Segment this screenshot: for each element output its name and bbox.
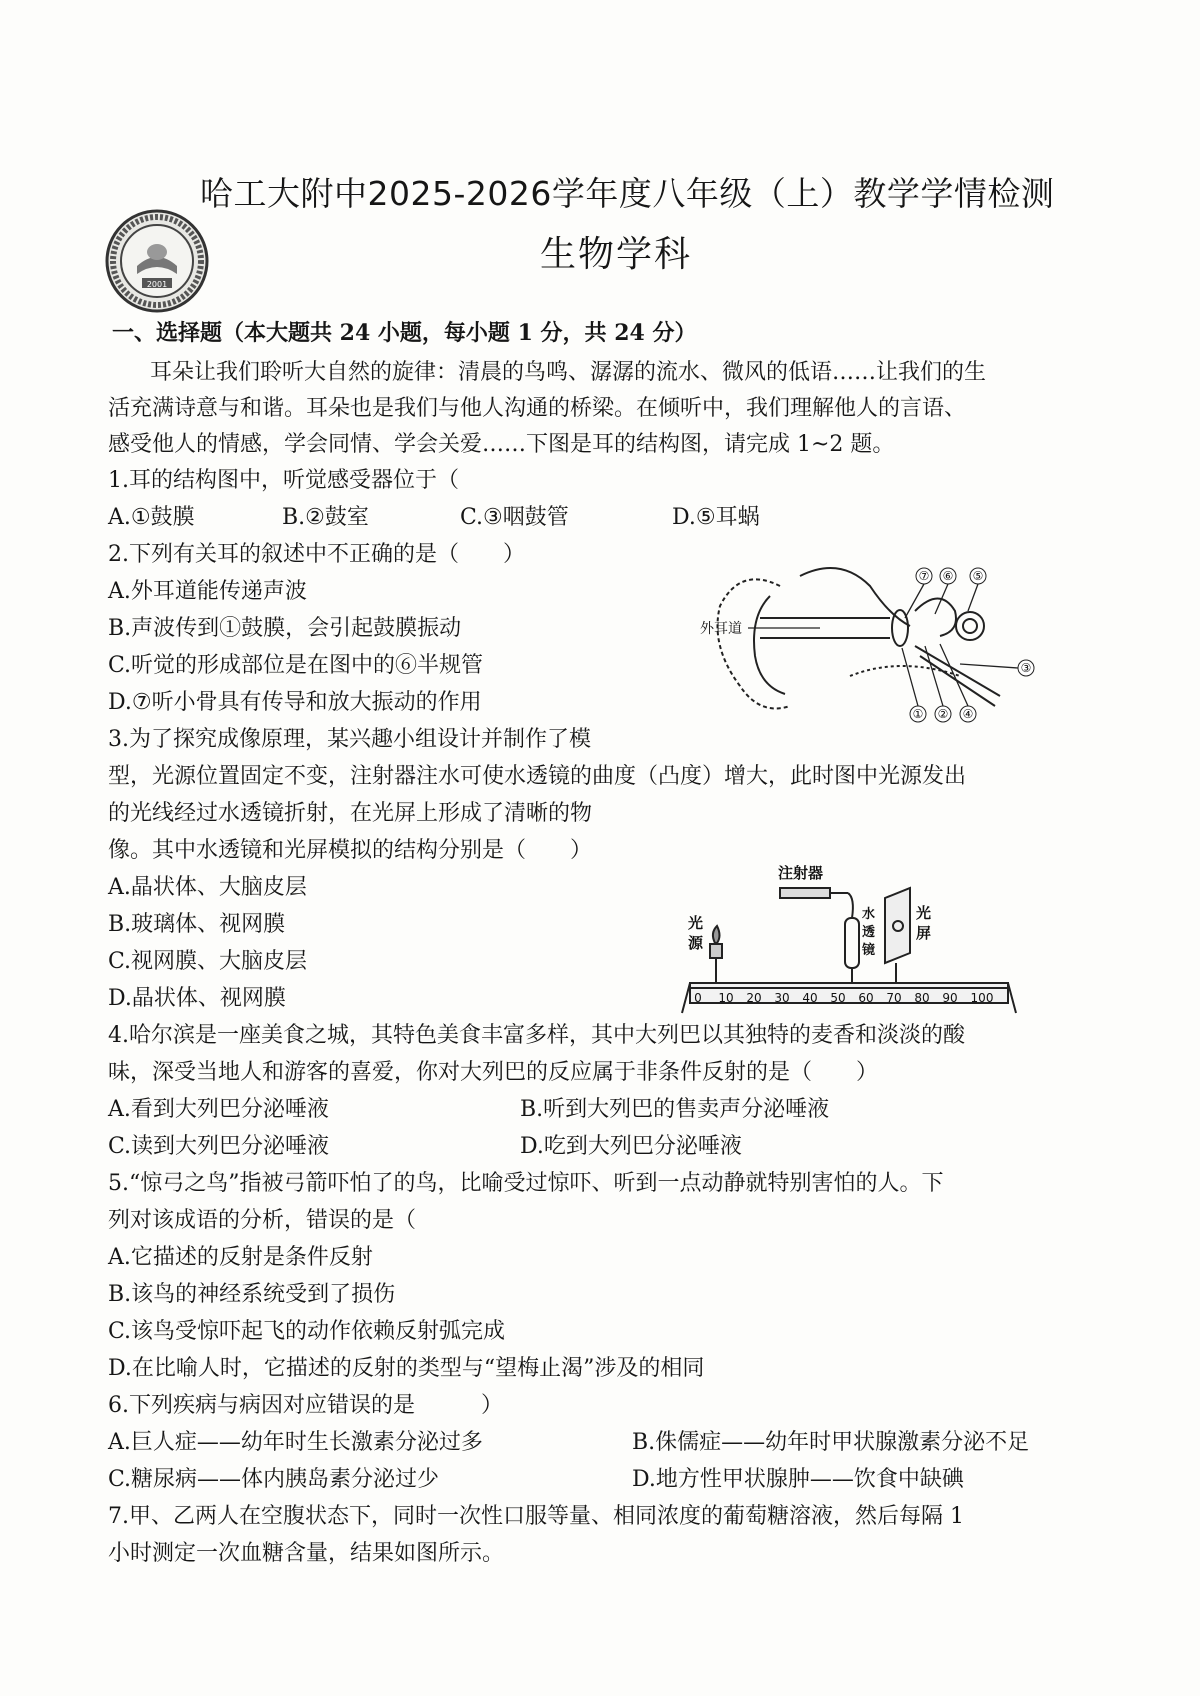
ear-canal-label: 外耳道 (700, 621, 742, 637)
marker-2: ② (937, 707, 949, 721)
subject-title: 生物学科 (540, 234, 693, 275)
question-5-line: 列对该成语的分析，错误的是（ (108, 1208, 417, 1233)
q6-option-b: B.侏儒症——幼年时甲状腺激素分泌不足 (632, 1430, 1030, 1455)
question-7-line: 小时测定一次血糖含量，结果如图所示。 (108, 1541, 505, 1566)
marker-1: ① (912, 707, 924, 721)
q5-option-a: A.它描述的反射是条件反射 (108, 1245, 373, 1270)
school-seal-icon (104, 208, 210, 314)
water-lens-label-1: 水 (862, 907, 876, 922)
q2-option-b: B.声波传到①鼓膜，会引起鼓膜振动 (108, 616, 462, 641)
q4-option-c: C.读到大列巴分泌唾液 (108, 1134, 330, 1159)
section-heading: 一、选择题（本大题共 24 小题，每小题 1 分，共 24 分） (112, 320, 697, 346)
q5-option-d: D.在比喻人时，它描述的反射的类型与“望梅止渴”涉及的相同 (108, 1356, 705, 1381)
ruler-tick: 100 (970, 991, 994, 1005)
question-4-line: 4.哈尔滨是一座美食之城，其特色美食丰富多样，其中大列巴以其独特的麦香和淡淡的酸 (108, 1023, 965, 1048)
question-1-stem: 1.耳的结构图中，听觉感受器位于（ (108, 468, 459, 493)
ruler-tick: 50 (830, 991, 846, 1005)
intro-line: 耳朵让我们聆听大自然的旋律：清晨的鸟鸣、潺潺的流水、微风的低语……让我们的生 (150, 360, 987, 385)
marker-6: ⑥ (942, 569, 954, 583)
q4-option-a: A.看到大列巴分泌唾液 (108, 1097, 329, 1122)
question-4-line: 味，深受当地人和游客的喜爱，你对大列巴的反应属于非条件反射的是（ ） (108, 1060, 879, 1085)
question-3-line: 像。其中水透镜和光屏模拟的结构分别是（ ） (108, 838, 593, 863)
question-2-stem: 2.下列有关耳的叙述中不正确的是（ ） (108, 542, 525, 567)
ruler-tick: 60 (858, 991, 874, 1005)
marker-5: ⑤ (972, 569, 984, 583)
q2-option-d: D.⑦听小骨具有传导和放大振动的作用 (108, 690, 482, 715)
intro-line: 感受他人的情感，学会同情、学会关爱……下图是耳的结构图，请完成 1~2 题。 (108, 432, 895, 457)
ruler-tick: 90 (942, 991, 958, 1005)
marker-3: ③ (1020, 661, 1032, 675)
ear-structure-figure (700, 556, 1040, 728)
water-lens-label-2: 透 (862, 925, 876, 940)
ruler-tick: 80 (914, 991, 930, 1005)
q3-option-b: B.玻璃体、视网膜 (108, 912, 286, 937)
ruler-tick: 20 (746, 991, 762, 1005)
q3-option-a: A.晶状体、大脑皮层 (108, 875, 307, 900)
marker-7: ⑦ (918, 569, 930, 583)
q1-option-c: C.③咽鼓管 (460, 505, 569, 530)
q1-option-a: A.①鼓膜 (108, 505, 195, 530)
screen-label-1: 光 (916, 904, 932, 922)
screen-label-2: 屏 (916, 924, 932, 942)
q3-option-d: D.晶状体、视网膜 (108, 986, 286, 1011)
q2-option-c: C.听觉的形成部位是在图中的⑥半规管 (108, 653, 484, 678)
question-3-line: 的光线经过水透镜折射，在光屏上形成了清晰的物 (108, 801, 593, 826)
q3-option-c: C.视网膜、大脑皮层 (108, 949, 308, 974)
question-7-line: 7.甲、乙两人在空腹状态下，同时一次性口服等量、相同浓度的葡萄糖溶液，然后每隔 1 (108, 1504, 964, 1529)
q1-option-d: D.⑤耳蜗 (672, 505, 760, 530)
exam-title: 哈工大附中2025-2026学年度八年级（上）教学学情检测 (200, 174, 1055, 213)
ruler-tick: 0 (694, 991, 702, 1005)
q4-option-b: B.听到大列巴的售卖声分泌唾液 (520, 1097, 830, 1122)
seal-year: 2001 (146, 280, 168, 289)
question-6-stem: 6.下列疾病与病因对应错误的是 ） (108, 1393, 503, 1418)
q2-option-a: A.外耳道能传递声波 (108, 579, 307, 604)
intro-line: 活充满诗意与和谐。耳朵也是我们与他人沟通的桥梁。在倾听中，我们理解他人的言语、 (108, 396, 967, 421)
question-3-line: 型，光源位置固定不变，注射器注水可使水透镜的曲度（凸度）增大，此时图中光源发出 (108, 764, 967, 789)
q6-option-d: D.地方性甲状腺肿——饮食中缺碘 (632, 1467, 964, 1492)
question-5-line: 5.“惊弓之鸟”指被弓箭吓怕了的鸟，比喻受过惊吓、听到一点动静就特别害怕的人。下 (108, 1171, 944, 1196)
q5-option-b: B.该鸟的神经系统受到了损伤 (108, 1282, 396, 1307)
ruler-tick: 30 (774, 991, 790, 1005)
q6-option-a: A.巨人症——幼年时生长激素分泌过多 (108, 1430, 483, 1455)
syringe-label: 注射器 (778, 864, 824, 882)
water-lens-label-3: 镜 (862, 943, 876, 958)
q6-option-c: C.糖尿病——体内胰岛素分泌过少 (108, 1467, 440, 1492)
ruler-tick: 40 (802, 991, 818, 1005)
q1-option-b: B.②鼓室 (282, 505, 369, 530)
question-3-line: 3.为了探究成像原理，某兴趣小组设计并制作了模 (108, 727, 591, 752)
q4-option-d: D.吃到大列巴分泌唾液 (520, 1134, 742, 1159)
light-source-label-1: 光 (688, 914, 704, 932)
q5-option-c: C.该鸟受惊吓起飞的动作依赖反射弧完成 (108, 1319, 506, 1344)
lens-model-figure (690, 858, 1020, 1018)
marker-4: ④ (962, 707, 974, 721)
light-source-label-2: 源 (688, 934, 704, 952)
ruler-tick: 70 (886, 991, 902, 1005)
ruler-tick: 10 (718, 991, 734, 1005)
